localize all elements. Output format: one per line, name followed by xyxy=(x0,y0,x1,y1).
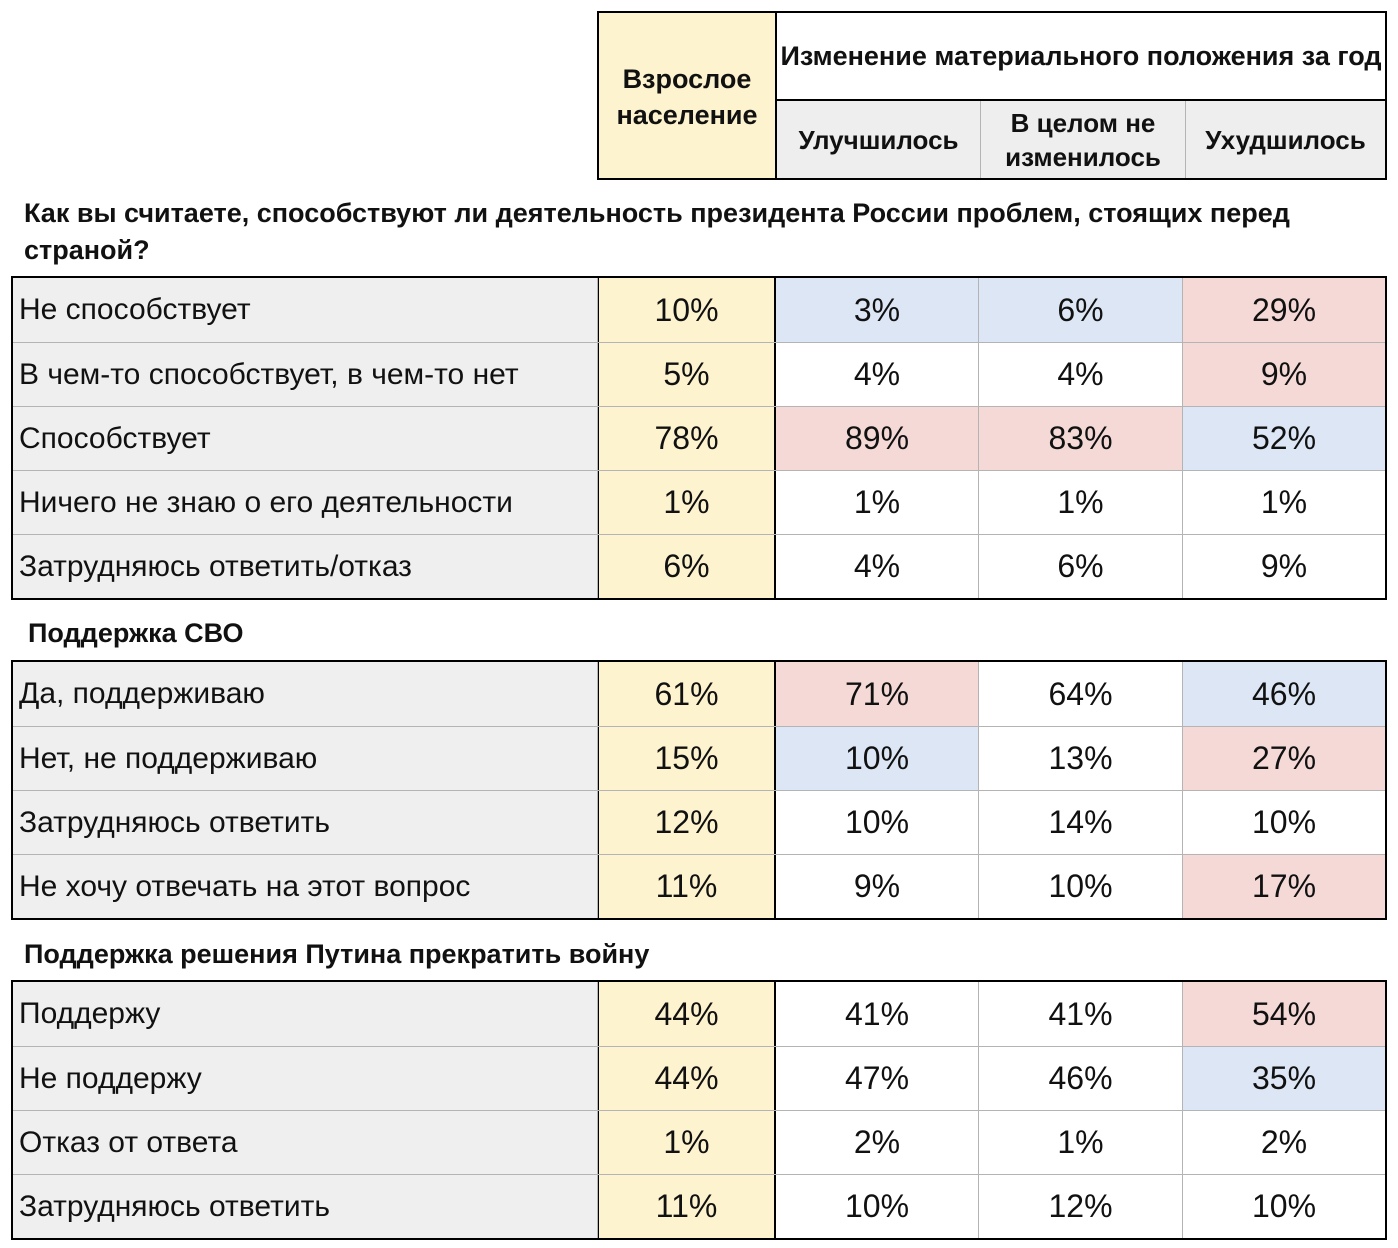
cell-unchanged: 6% xyxy=(979,278,1183,342)
cell-unchanged: 10% xyxy=(979,855,1183,918)
table-row xyxy=(13,982,1385,1046)
cell-adult-population: 10% xyxy=(598,278,776,342)
row-label: Да, поддерживаю xyxy=(13,662,598,726)
cell-worsened: 29% xyxy=(1183,278,1385,342)
cell-adult-population: 5% xyxy=(598,343,776,406)
table-row xyxy=(13,1110,1385,1174)
cell-improved: 10% xyxy=(776,727,979,790)
row-label: Поддержу xyxy=(13,982,598,1046)
row-label: Затрудняюсь ответить xyxy=(13,791,598,854)
row-label: Не хочу отвечать на этот вопрос xyxy=(13,855,598,918)
cell-unchanged: 12% xyxy=(979,1175,1183,1238)
cell-adult-population: 11% xyxy=(598,855,776,918)
header-col-worsened: Ухудшилось xyxy=(1205,124,1366,155)
cell-unchanged: 1% xyxy=(979,471,1183,534)
cell-unchanged: 14% xyxy=(979,791,1183,854)
table-header xyxy=(597,11,1387,180)
row-label: В чем-то способствует, в чем-то нет xyxy=(13,343,598,406)
row-label: Не способствует xyxy=(13,278,598,342)
header-adult-population: Взрослое население xyxy=(599,13,777,178)
header-col-improved: Улучшилось xyxy=(777,101,981,178)
table-row xyxy=(13,534,1385,598)
cell-improved: 89% xyxy=(776,407,979,470)
row-label: Затрудняюсь ответить/отказ xyxy=(13,535,598,598)
cell-worsened: 52% xyxy=(1183,407,1385,470)
cell-unchanged: 13% xyxy=(979,727,1183,790)
cell-adult-population: 6% xyxy=(598,535,776,598)
cell-improved: 41% xyxy=(776,982,979,1046)
cell-adult-population: 1% xyxy=(598,1111,776,1174)
cell-worsened: 27% xyxy=(1183,727,1385,790)
cell-worsened: 10% xyxy=(1183,791,1385,854)
cell-adult-population: 78% xyxy=(598,407,776,470)
table-row xyxy=(13,1046,1385,1110)
cell-unchanged: 1% xyxy=(979,1111,1183,1174)
cell-unchanged: 41% xyxy=(979,982,1183,1046)
header-group xyxy=(777,13,1385,178)
row-label: Нет, не поддерживаю xyxy=(13,727,598,790)
cell-unchanged: 83% xyxy=(979,407,1183,470)
cell-improved: 3% xyxy=(776,278,979,342)
cell-improved: 2% xyxy=(776,1111,979,1174)
cell-worsened: 46% xyxy=(1183,662,1385,726)
cell-worsened: 2% xyxy=(1183,1111,1385,1174)
cell-improved: 1% xyxy=(776,471,979,534)
cell-improved: 4% xyxy=(776,535,979,598)
table-row xyxy=(13,662,1385,726)
section-title-president: Как вы считаете, способствуют ли деятельность президента России проблем, стоящих перед страной? xyxy=(24,198,1290,265)
cell-adult-population: 61% xyxy=(598,662,776,726)
cell-worsened: 54% xyxy=(1183,982,1385,1046)
row-label: Затрудняюсь ответить xyxy=(13,1175,598,1238)
section-title-svo: Поддержка СВО xyxy=(28,618,244,648)
cell-adult-population: 44% xyxy=(598,982,776,1046)
table-end-war xyxy=(11,980,1387,1240)
cell-improved: 10% xyxy=(776,791,979,854)
row-label: Не поддержу xyxy=(13,1047,598,1110)
cell-worsened: 9% xyxy=(1183,535,1385,598)
section-title-end-war: Поддержка решения Путина прекратить войну xyxy=(24,939,650,969)
table-row xyxy=(13,470,1385,534)
cell-worsened: 17% xyxy=(1183,855,1385,918)
table-row xyxy=(13,342,1385,406)
cell-improved: 9% xyxy=(776,855,979,918)
table-row xyxy=(13,278,1385,342)
cell-worsened: 35% xyxy=(1183,1047,1385,1110)
cell-unchanged: 6% xyxy=(979,535,1183,598)
cell-adult-population: 15% xyxy=(598,727,776,790)
cell-improved: 71% xyxy=(776,662,979,726)
cell-adult-population: 12% xyxy=(598,791,776,854)
cell-worsened: 1% xyxy=(1183,471,1385,534)
header-col-unchanged: В целом не изменилось xyxy=(981,101,1186,178)
cell-adult-population: 44% xyxy=(598,1047,776,1110)
table-row xyxy=(13,790,1385,854)
cell-improved: 47% xyxy=(776,1047,979,1110)
header-subcolumns xyxy=(777,101,1385,178)
cell-worsened: 10% xyxy=(1183,1175,1385,1238)
table-row xyxy=(13,854,1385,918)
cell-unchanged: 64% xyxy=(979,662,1183,726)
row-label: Отказ от ответа xyxy=(13,1111,598,1174)
cell-unchanged: 46% xyxy=(979,1047,1183,1110)
cell-worsened: 9% xyxy=(1183,343,1385,406)
cell-improved: 4% xyxy=(776,343,979,406)
table-svo xyxy=(11,660,1387,920)
table-row xyxy=(13,726,1385,790)
row-label: Способствует xyxy=(13,407,598,470)
cell-improved: 10% xyxy=(776,1175,979,1238)
cell-adult-population: 11% xyxy=(598,1175,776,1238)
table-row xyxy=(13,406,1385,470)
row-label: Ничего не знаю о его деятельности xyxy=(13,471,598,534)
cell-unchanged: 4% xyxy=(979,343,1183,406)
table-president xyxy=(11,276,1387,600)
cell-adult-population: 1% xyxy=(598,471,776,534)
table-row xyxy=(13,1174,1385,1238)
header-group-title: Изменение материального положения за год xyxy=(777,13,1385,101)
